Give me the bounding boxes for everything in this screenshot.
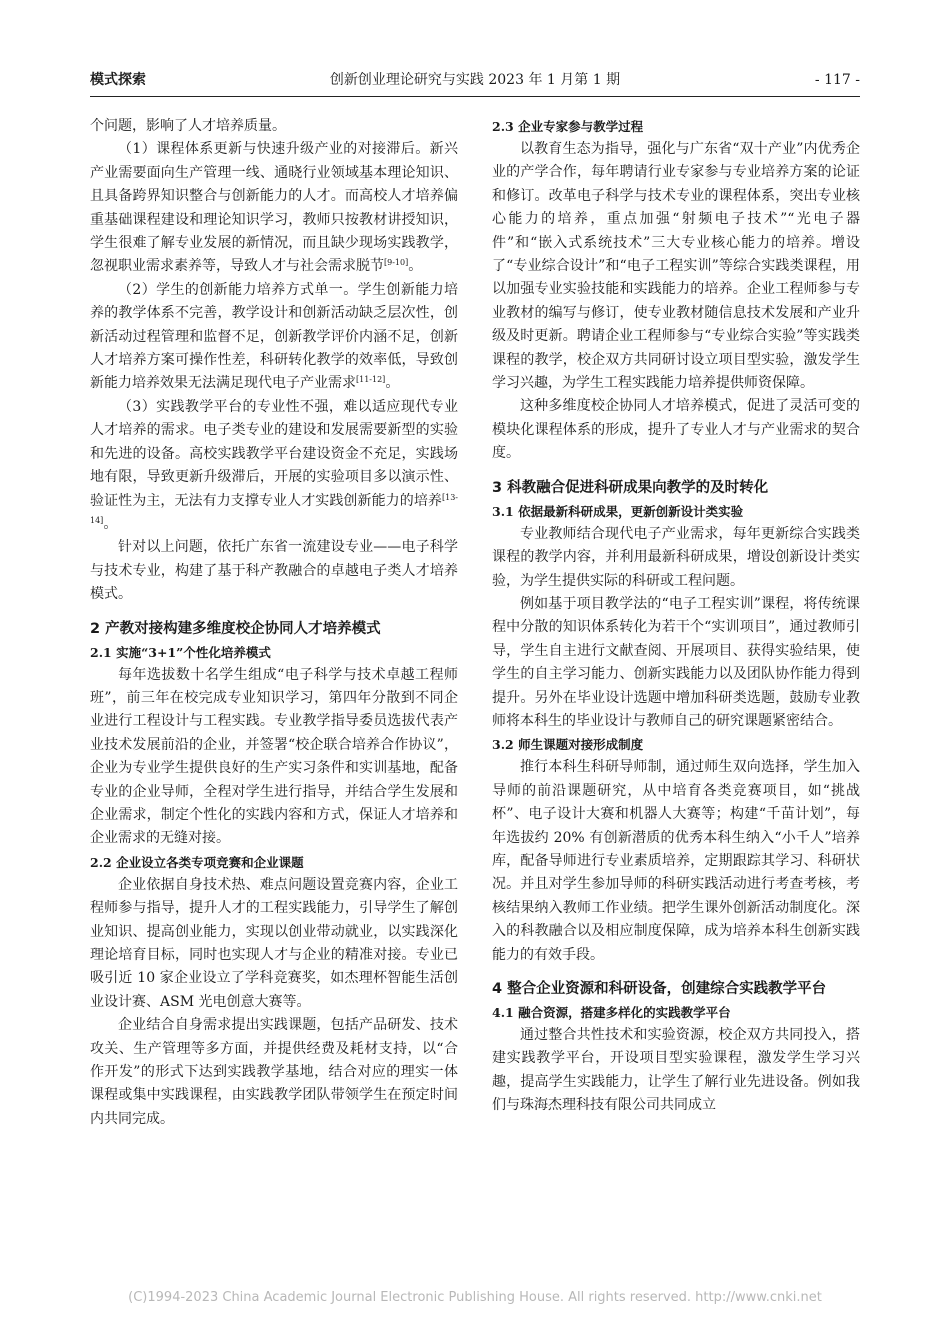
paragraph-end: 。	[103, 515, 118, 532]
subsection-heading-3-2: 3.2 师生课题对接形成制度	[492, 737, 644, 753]
paragraph-text: （3）实践教学平台的专业性不强，难以适应现代专业人才培养的需求。电子类专业的建设和发展需要新型的实验和先进的设备。高校实践教学平台建设资金不充足，实践场地有限，导致更新升级滞后，开展的实验项目多以演示性、验证性为主，无法有力支撑专业人才实践创新能力的培养	[90, 398, 458, 509]
header-journal-title: 创新创业理论研究与实践 2023 年 1 月第 1 期	[329, 72, 621, 88]
subsection-heading-3-1: 3.1 依据最新科研成果，更新创新设计类实验	[492, 503, 744, 519]
subsection-heading-4-1: 4.1 融合资源，搭建多样化的实践教学平台	[492, 1005, 731, 1020]
citation: [9-10]	[384, 258, 409, 268]
paragraph-text: （2）学生的创新能力培养方式单一。学生创新能力培养的教学体系不完善，教学设计和创新活动缺乏层次性，创新活动过程管理和监督不足，创新教学评价内涵不足，创新人才培养方案可操作性差，科研转化教学的效率低，导致创新能力培养效果无法满足现代电子产业需求	[90, 281, 458, 392]
left-column	[90, 115, 458, 1131]
section-heading-3: 3 科教融合促进科研成果向教学的及时转化	[492, 479, 769, 496]
right-column	[492, 115, 860, 1118]
citation: [13-14]	[90, 492, 458, 525]
paragraph-end: 。	[408, 258, 423, 275]
running-header	[90, 70, 860, 96]
subsection-heading-2-3: 2.3 企业专家参与教学过程	[492, 119, 644, 134]
paragraph: 企业结合自身需求提出实践课题，包括产品研发、技术攻关、生产管理等多方面，并提供经费及耗材支持，以“合作开发”的形式下达到实践教学基地，结合对应的理实一体课程或集中实践课程，由实践教学团队带领学生在预定时间内共同完成。	[90, 1017, 458, 1127]
paragraph-end: 。	[385, 375, 400, 392]
paragraph: 专业教师结合现代电子产业需求，每年更新综合实践类课程的教学内容，并利用最新科研成果，增设创新设计类实验，为学生提供实际的科研或工程问题。	[492, 525, 860, 589]
header-rule	[90, 96, 860, 97]
paragraph	[90, 138, 458, 278]
paragraph: 针对以上问题，依托广东省一流建设专业——电子科学与技术专业，构建了基于科产教融合的卓越电子类人才培养模式。	[90, 539, 458, 603]
citation: [11-12]	[356, 375, 386, 385]
copyright-footer: (C)1994-2023 China Academic Journal Electronic Publishing House. All rights reserved. http://www.cnki.net	[128, 1290, 822, 1305]
paragraph	[90, 279, 458, 396]
header-section-label: 模式探索	[90, 72, 146, 88]
section-heading-4: 4 整合企业资源和科研设备，创建综合实践教学平台	[492, 981, 827, 997]
paragraph: 例如基于项目教学法的“电子工程实训”课程，将传统课程中分散的知识体系转化为若干个“实训项目”，通过教师引导，学生自主进行文献查阅、开展项目、获得实验结果，使学生的自主学习能力、创新实践能力以及团队协作能力得到提升。另外在毕业设计选题中增加科研类选题，鼓励专业教师将本科生的毕业设计与教师自己的研究课题紧密结合。	[492, 595, 860, 729]
paragraph: 通过整合共性技术和实验资源，校企双方共同投入，搭建实践教学平台，开设项目型实验课程，激发学生学习兴趣，提高学生实践能力，让学生了解行业先进设备。例如我们与珠海杰理科技有限公司共同成立	[492, 1027, 860, 1114]
paragraph	[90, 396, 458, 536]
paragraph: 个问题，影响了人才培养质量。	[90, 118, 286, 134]
subsection-heading-2-2: 2.2 企业设立各类专项竞赛和企业课题	[90, 854, 304, 870]
section-heading-2: 2 产教对接构建多维度校企协同人才培养模式	[90, 620, 381, 637]
subsection-heading-2-1: 2.1 实施“3+1”个性化培养模式	[90, 644, 271, 660]
paragraph: 推行本科生科研导师制，通过师生双向选择，学生加入导师的前沿课题研究，从中培育各类竞赛项目，如“挑战杯”、电子设计大赛和机器人大赛等；构建“千苗计划”，每年选拔约 20% 有创新潜质的优秀本科生纳入“小千人”培养库，配备导师进行专业素质培养，定期跟踪其学习、科研状况。并且对学生参加导师的科研实践活动进行考查考核，考核结果纳入教师工作业绩。把学生课外创新活动制度化。深入的科教融合以及相应制度保障，成为培养本科生创新实践能力的有效手段。	[492, 759, 860, 963]
paragraph: 这种多维度校企协同人才培养模式，促进了灵活可变的模块化课程体系的形成，提升了专业人才与产业需求的契合度。	[492, 398, 860, 462]
paragraph: 企业依据自身技术热、难点问题设置竞赛内容，企业工程师参与指导，提升人才的工程实践能力，引导学生了解创业知识、提高创业能力，实现以创业带动就业，以实践深化理论培育目标，同时也实现人才与企业的精准对接。专业已吸引近 10 家企业设立了学科竞赛奖，如杰理杯智能生活创业设计赛、ASM 光电创意大赛等。	[90, 876, 458, 1010]
header-page-number: - 117 -	[814, 72, 860, 88]
paragraph: 每年选拔数十名学生组成“电子科学与技术卓越工程师班”，前三年在校完成专业知识学习，第四年分散到不同企业进行工程设计与工程实践。专业教学指导委员选拔代表产业技术发展前沿的企业，并签署“校企联合培养合作协议”，企业为专业学生提供良好的生产实习条件和实训基地，配备专业的企业导师，全程对学生进行指导，并结合学生发展和企业需求，制定个性化的实践内容和方式，保证人才培养和企业需求的无缝对接。	[90, 666, 458, 847]
paragraph: 以教育生态为指导，强化与广东省“双十产业”内优秀企业的产学合作，每年聘请行业专家参与专业培养方案的论证和修订。改革电子科学与技术专业的课程体系，突出专业核心能力的培养，重点加强“射频电子技术”“光电子器件”和“嵌入式系统技术”三大专业核心能力的培养。增设了“专业综合设计”和“电子工程实训”等综合实践类课程，用以加强专业实验技能和实践能力的培养。企业工程师参与专业教材的编写与修订，使专业教材随信息技术发展和产业升级及时更新。聘请企业工程师参与“专业综合实验”等实践类课程的教学，校企双方共同研讨设立项目型实验，激发学生学习兴趣，为学生工程实践能力培养提供师资保障。	[492, 141, 860, 392]
paragraph-text: （1）课程体系更新与快速升级产业的对接滞后。新兴产业需要面向生产管理一线、通晓行业领域基本理论知识、且具备跨界知识整合与创新能力的人才。而高校人才培养偏重基础课程建设和理论知识学习，教师只按教材讲授知识，学生很难了解专业发展的新情况，而且缺少现场实践教学，忽视职业需求素养等，导致人才与社会需求脱节	[90, 141, 458, 275]
